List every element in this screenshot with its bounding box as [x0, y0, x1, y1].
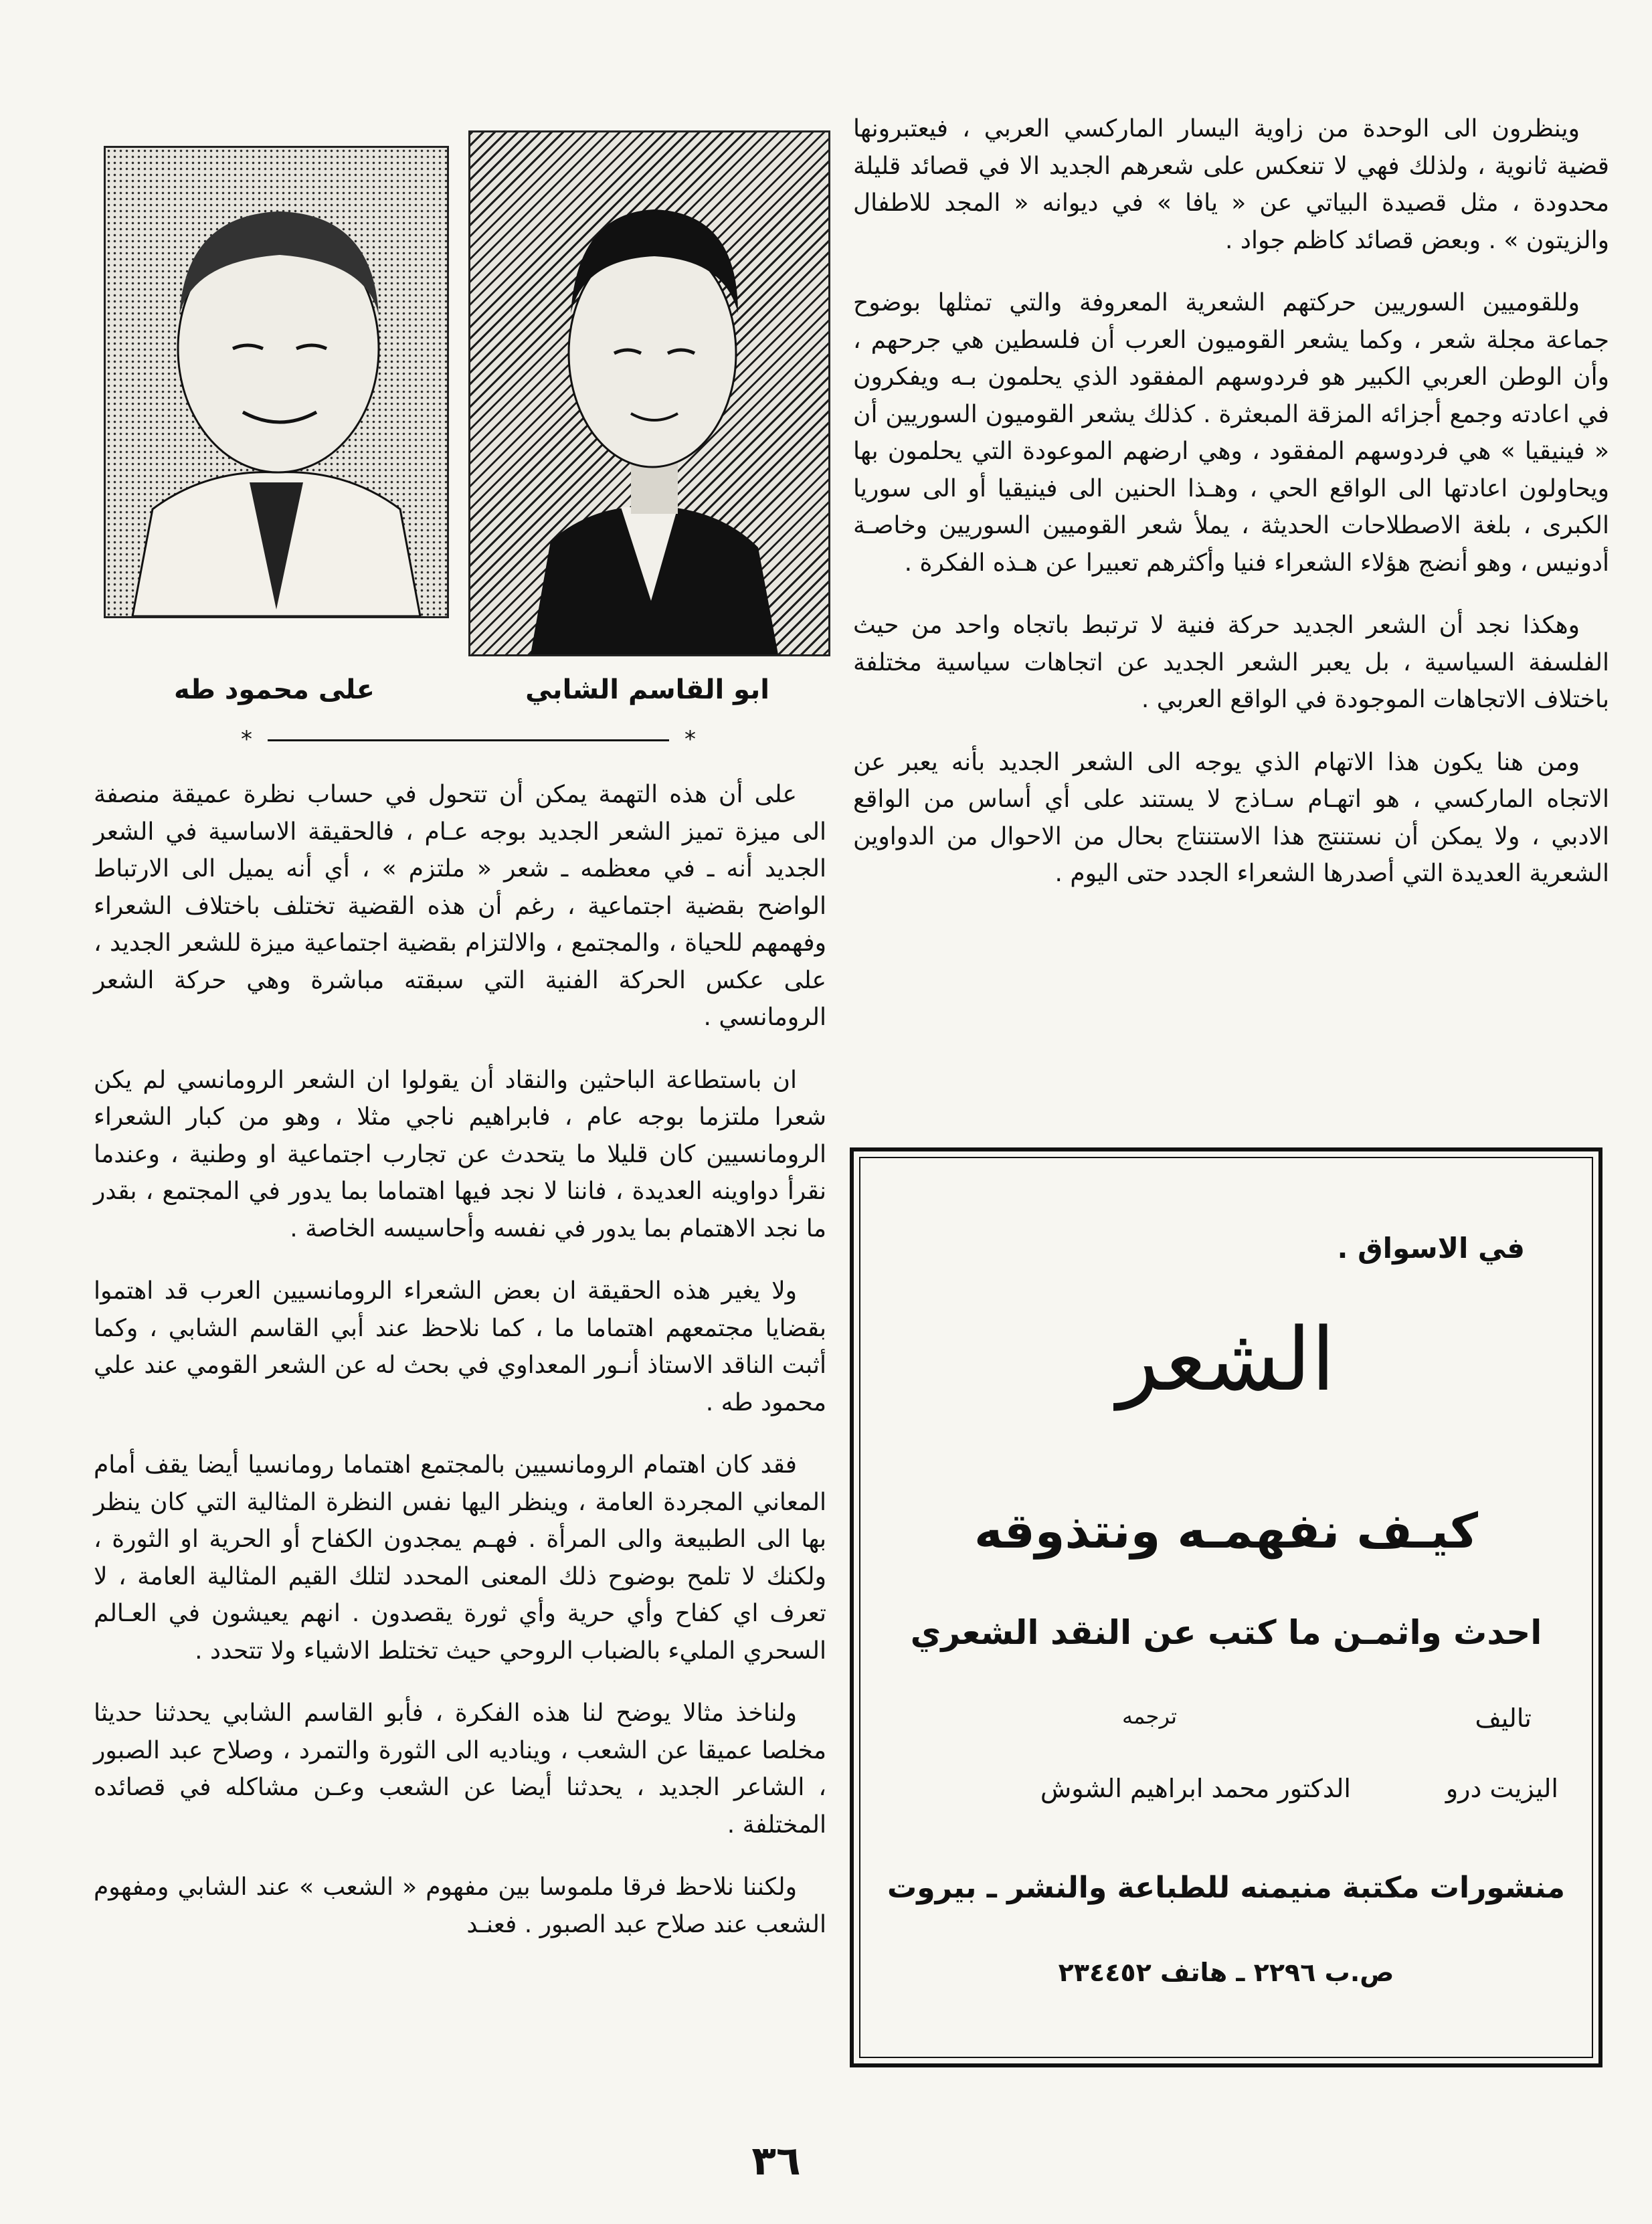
- ad-tagline: احدث واثمـن ما كتب عن النقد الشعري: [910, 1613, 1542, 1652]
- paragraph: وللقوميين السوريين حركتهم الشعرية المعروفة والتي تمثلها بوضوح جماعة مجلة شعر ، وكما يشعر القوميون العرب أن فلسطين هي جرحهم ، وأن الوطن العربي الكبير هو فردوسهم المفقود الذي يحلمون بـه ويفكرون في اعادته وجمع أجزائه المزقة المبعثرة . كذلك يشعر القوميون السوريين أن « فينيقيا » هي فردوسهم المفقود ، وهي ارضهم الموعودة التي يحلمون بها ويحاولون اعادتها الى الواقع الحي ، وهـذا الحنين الى فينيقيا أو الى سوريا الكبرى ، بلغة الاصطلاحات الحديثة ، يملأ شعر القوميين السوريين وخاصـة أدونيس ، وهو أنضج هؤلاء الشعراء فنيا وأكثرهم تعبيرا عن هـذه الفكرة .: [853, 289, 1609, 577]
- paragraph: ولكننا نلاحظ فرقا ملموسا بين مفهوم « الشعب » عند الشابي ومفهوم الشعب عند صلاح عبد الصبور . فعنـد: [94, 1873, 826, 1938]
- portrait-caption-taha: على محمود طه: [174, 674, 375, 705]
- portrait-ali-mahmoud-taha: [104, 146, 449, 618]
- paragraph: ان باستطاعة الباحثين والنقاد أن يقولوا ان الشعر الرومانسي لم يكن شعرا ملتزما بوجه عام ، فابراهيم ناجي مثلا ، وهو من كبار الشعراء الرومانسيين كان قليلا ما يتحدث عن تجارب اجتماعية او وطنية ، وعندما نقرأ دواوينه العديدة ، فاننا لا نجد فيها اهتماما بما يدور في المجتمع ، بقدر ما نجد الاهتمام بما يدور في نفسه وأحاسيسه الخاصة .: [94, 1066, 826, 1242]
- paragraph: وهكذا نجد أن الشعر الجديد حركة فنية لا ترتبط باتجاه واحد من حيث الفلسفة السياسية ، بل يعبر الشعر الجديد عن اتجاهات سياسية مختلفة باختلاف الاتجاهات الموجودة في الواقع العربي .: [853, 612, 1609, 713]
- right-column-text: [853, 110, 1609, 918]
- ad-book-title: الشعر: [1117, 1309, 1336, 1410]
- ad-market-label: في الاسواق .: [1337, 1232, 1525, 1265]
- paragraph: على أن هذه التهمة يمكن أن تتحول في حساب نظرة عميقة منصفة الى ميزة تميز الشعر الجديد بوجه عـام ، فالحقيقة الاساسية في الشعر الجديد أنه ـ في معظمه ـ شعر « ملتزم » ، أي أنه يميل الى الارتباط الواضح بقضية اجتماعية ، رغم أن هذه القضية تختلف باختلاف الشعراء وفهمهم للحياة ، والمجتمع ، والالتزام بقضية اجتماعية ميزة للشعر الجديد ، على عكس الحركة الفنية التي سبقته مباشرة وهي حركة الشعر الرومانسي .: [94, 781, 826, 1031]
- ad-publisher: منشورات مكتبة منيمنه للطباعة والنشر ـ بيروت: [887, 1871, 1565, 1905]
- paragraph: ومن هنا يكون هذا الاتهام الذي يوجه الى الشعر الجديد بأنه يعبر عن الاتجاه الماركسي ، هو اتهـام سـاذج لا يستند على أي أساس من الواقع الادبي ، ولا يمكن أن نستنتج هذا الاستنتاج بحال من الاحوال من الدواوين الشعرية العديدة التي أصدرها الشعراء الجدد حتى اليوم .: [853, 748, 1609, 887]
- divider-line: [268, 739, 669, 741]
- paragraph: فقد كان اهتمام الرومانسيين بالمجتمع اهتماما رومانسيا أيضا يقف أمام المعاني المجردة العامة ، وينظر اليها نفس النظرة المثالية التي كان ينظر بها الى الطبيعة والى المرأة . فهـم يمجدون الكفاح أو الحرية او الثورة ، ولكنك لا تلمح بوضوح ذلك المعنى المحدد لتلك القيم المثالية العامة ، لا تعرف اي كفاح وأي حرية وأي ثورة يقصدون . انهم يعيشون في العـالم السحري المليء بالضباب الروحي حيث تختلط الاشياء ولا تتحدد .: [94, 1451, 826, 1665]
- ad-book-subtitle: كيـف نفهمـه ونتذوقه: [974, 1503, 1478, 1559]
- ad-translator-name: الدكتور محمد ابراهيم الشوش: [1040, 1774, 1351, 1803]
- paragraph: ولناخذ مثالا يوضح لنا هذه الفكرة ، فأبو القاسم الشابي يحدثنا حديثا مخلصا عميقا عن الشعب ، ويناديه الى الثورة والتمرد ، وصلاح عبد الصبور ، الشاعر الجديد ، يحدثنا أيضا عن الشعب وعـن مشاكله في قصائده المختلفة .: [94, 1699, 826, 1839]
- paragraph: وينظرون الى الوحدة من زاوية اليسار الماركسي العربي ، فيعتبرونها قضية ثانوية ، ولذلك فهي لا تنعكس على شعرهم الجديد الا في قصائد قليلة محدودة ، مثل قصيدة البياتي عن « يافا » في ديوانه « المجد للاطفال والزيتون » . وبعض قصائد كاظم جواد .: [853, 115, 1609, 254]
- portrait-caption-shabbi: ابو القاسم الشابي: [525, 674, 769, 705]
- divider-star: *: [684, 726, 696, 753]
- ad-author-name: اليزيت درو: [1445, 1774, 1558, 1803]
- ad-contact: ص.ب ٢٢٩٦ ـ هاتف ٢٣٤٤٥٢: [1058, 1958, 1394, 1987]
- portrait-abu-al-qasim-al-shabbi: [468, 130, 830, 656]
- ad-author-label: تاليف: [1475, 1703, 1532, 1733]
- paragraph: ولا يغير هذه الحقيقة ان بعض الشعراء الرومانسيين العرب قد اهتموا بقضايا مجتمعهم اهتماما ما ، كما نلاحظ عند أبي القاسم الشابي ، وكما أثبت الناقد الاستاذ أنـور المعداوي في بحث له عن الشعر القومي عند علي محمود طه .: [94, 1277, 826, 1416]
- section-divider: [241, 726, 696, 753]
- divider-star: *: [241, 726, 252, 753]
- ad-translator-label: ترجمه: [1122, 1703, 1177, 1729]
- page-number: ٣٦: [751, 2138, 801, 2185]
- left-column-text: [94, 776, 826, 1968]
- book-advertisement: [850, 1147, 1602, 2067]
